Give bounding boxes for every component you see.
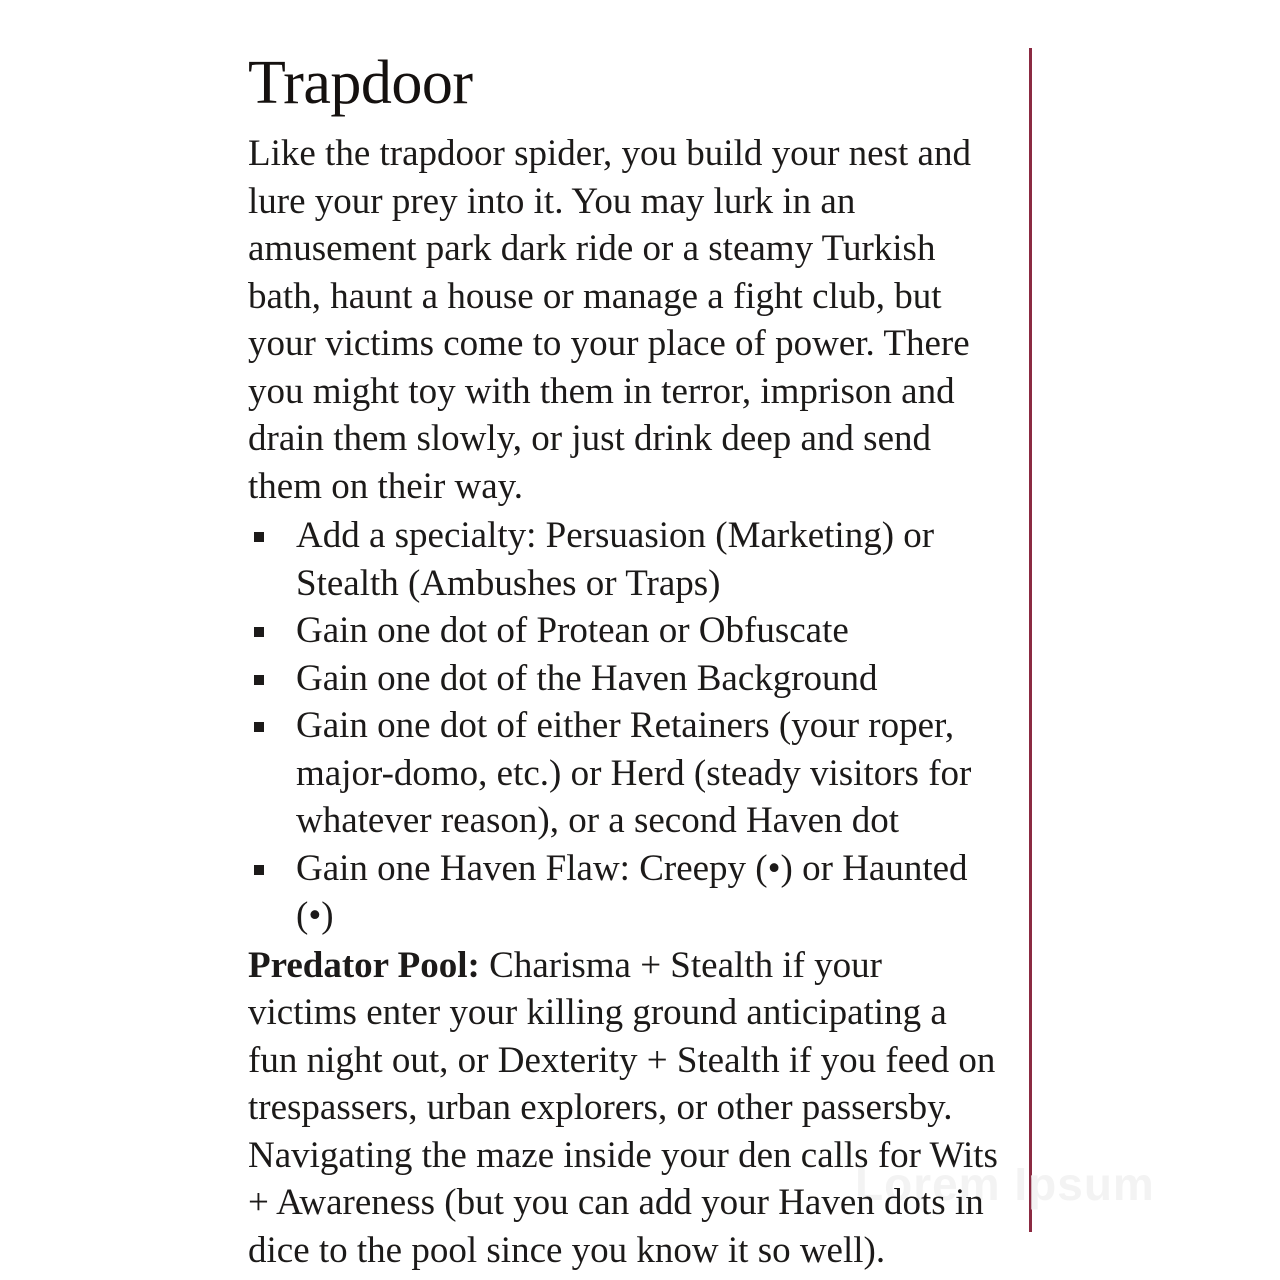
predator-pool-paragraph <box>248 942 998 1275</box>
list-item <box>248 655 998 703</box>
square-bullet-icon <box>254 627 264 637</box>
margin-rule-decoration <box>1029 48 1032 1232</box>
intro-paragraph: Like the trapdoor spider, you build your nest and lure your prey into it. You may lurk in an amusement park dark ride or a steamy Turkish bath, haunt a house or manage a fight club, but your victims come to your place of power. There you might toy with them in terror, imprison and drain them slowly, or just drink deep and send them on their way. <box>248 133 971 507</box>
list-item <box>248 845 998 940</box>
list-item-label: Gain one dot of the Haven Background <box>296 657 878 699</box>
square-bullet-icon <box>254 865 264 875</box>
list-item-label: Add a specialty: Persuasion (Marketing) or Stealth (Ambushes or Traps) <box>296 515 935 604</box>
text-column <box>248 49 998 1274</box>
list-item-label: Gain one dot of Protean or Obfuscate <box>296 610 849 651</box>
benefit-list <box>248 512 998 940</box>
square-bullet-icon <box>254 532 264 542</box>
list-item <box>248 702 998 845</box>
list-item <box>248 607 998 655</box>
list-item <box>248 512 998 607</box>
predator-pool-label: Predator Pool: <box>248 944 480 986</box>
page-title: Trapdoor <box>248 49 473 117</box>
lorem-ipsum-watermark: Lorem Ipsum <box>855 1158 1155 1210</box>
predator-pool-text: Charisma + Stealth if your victims enter your killing ground anticipating a fun night out, or Dexterity + Stealth if you feed on trespassers, urban explorers, or other passersby. Navigating the maze inside your den calls for Wits + Awareness (but you can add your Haven dots in dice to the pool since you know it so well). <box>248 944 998 1271</box>
list-item-label: Gain one Haven Flaw: Creepy (•) or Haunted (•) <box>296 847 968 936</box>
list-item-label: Gain one dot of either Retainers (your roper, major-domo, etc.) or Herd (steady visitors for whatever reason), or a second Haven dot <box>296 705 972 841</box>
square-bullet-icon <box>254 722 264 732</box>
square-bullet-icon <box>254 675 264 685</box>
